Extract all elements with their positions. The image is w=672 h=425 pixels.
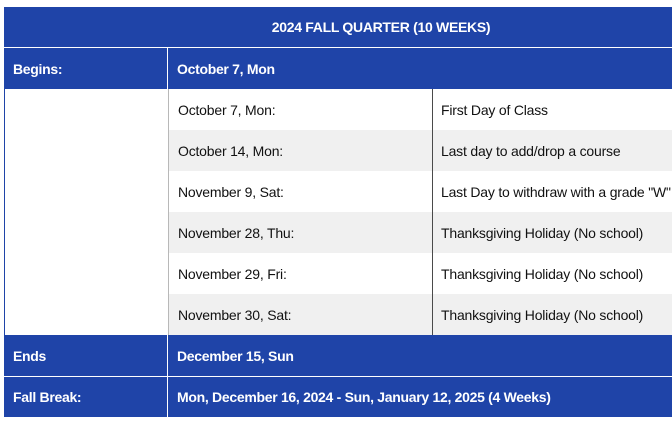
event-date: October 7, Mon: [168, 89, 433, 130]
event-empty-cell [4, 89, 168, 130]
title-spacer-cell [4, 7, 168, 47]
begins-label: Begins: [4, 48, 168, 89]
event-description: Thanksgiving Holiday (No school) [441, 224, 644, 241]
event-description: First Day of Class [441, 101, 548, 118]
event-row [4, 253, 672, 294]
event-empty-cell [4, 130, 168, 171]
event-description: Last day to add/drop a course [441, 142, 621, 159]
event-row [4, 130, 672, 171]
ends-row [4, 335, 672, 376]
event-row [4, 294, 672, 335]
begins-row [4, 47, 672, 89]
event-empty-cell [4, 294, 168, 335]
ends-label: Ends [4, 335, 168, 376]
event-date: October 14, Mon: [168, 130, 433, 171]
event-row [4, 212, 672, 253]
fall-break-row [4, 376, 672, 417]
event-empty-cell [4, 171, 168, 212]
event-description: Thanksgiving Holiday (No school) [441, 306, 644, 323]
quarter-title: 2024 FALL QUARTER (10 WEEKS) [271, 19, 491, 35]
event-row [4, 89, 672, 130]
event-date: November 30, Sat: [168, 294, 433, 335]
event-empty-cell [4, 212, 168, 253]
fall-break-value: Mon, December 16, 2024 - Sun, January 12, 2025 (4 Weeks) [177, 389, 551, 405]
title-row [4, 7, 672, 47]
fall-break-label: Fall Break: [4, 377, 168, 417]
event-row [4, 171, 672, 212]
event-date: November 9, Sat: [168, 171, 433, 212]
event-empty-cell [4, 253, 168, 294]
event-description: Last Day to withdraw with a grade "W" [441, 183, 671, 200]
begins-value: October 7, Mon [177, 60, 275, 77]
ends-value: December 15, Sun [177, 347, 294, 364]
event-date: November 28, Thu: [168, 212, 433, 253]
event-description: Thanksgiving Holiday (No school) [441, 265, 644, 282]
event-date: November 29, Fri: [168, 253, 433, 294]
